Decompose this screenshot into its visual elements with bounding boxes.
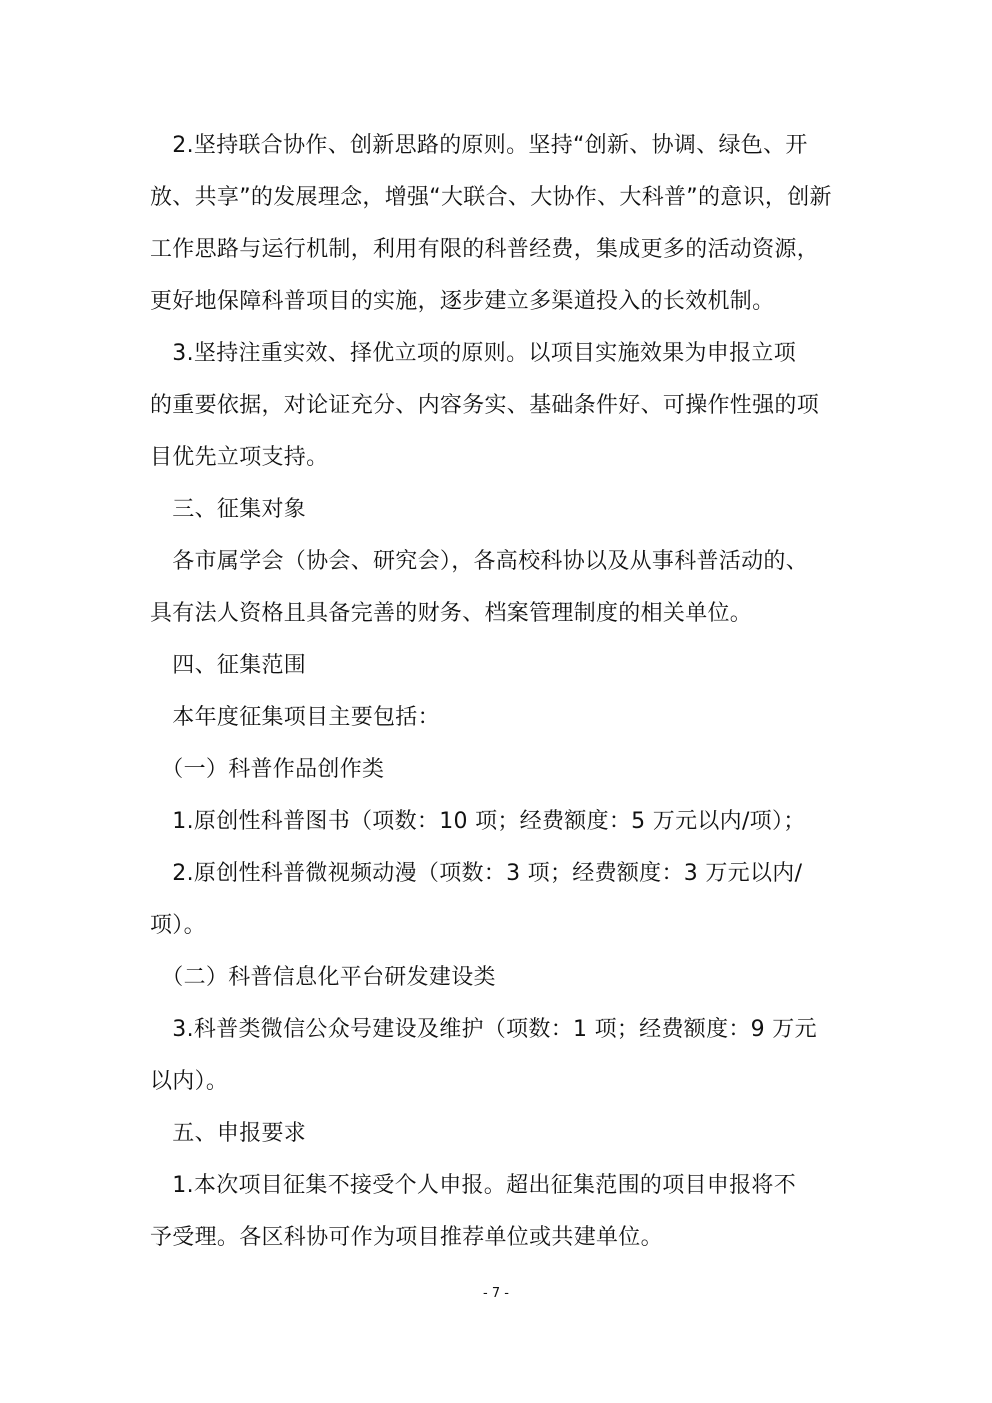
text-line: 更好地保障科普项目的实施，逐步建立多渠道投入的长效机制。	[150, 289, 775, 314]
section-heading: 五、申报要求	[150, 1121, 307, 1146]
subsection-heading: （二）科普信息化平台研发建设类	[150, 965, 496, 990]
text-line: 放、共享”的发展理念，增强“大联合、大协作、大科普”的意识，创新	[150, 185, 832, 210]
text-line: 的重要依据，对论证充分、内容务实、基础条件好、可操作性强的项	[150, 393, 820, 418]
text-line: 予受理。各区科协可作为项目推荐单位或共建单位。	[150, 1225, 663, 1250]
text-line: 各市属学会（协会、研究会），各高校科协以及从事科普活动的、	[150, 549, 809, 574]
text-line: 3.坚持注重实效、择优立项的原则。以项目实施效果为申报立项	[150, 341, 796, 366]
text-line: 工作思路与运行机制，利用有限的科普经费，集成更多的活动资源，	[150, 237, 820, 262]
text-line: 以内）。	[150, 1069, 229, 1094]
list-item: 1.本次项目征集不接受个人申报。超出征集范围的项目申报将不	[150, 1173, 796, 1198]
text-line: 项）。	[150, 913, 206, 938]
text-line: 具有法人资格且具备完善的财务、档案管理制度的相关单位。	[150, 601, 753, 626]
list-item: 3.科普类微信公众号建设及维护（项数：1 项；经费额度：9 万元	[150, 1017, 817, 1042]
list-item: 1.原创性科普图书（项数：10 项；经费额度：5 万元以内/项）；	[150, 809, 806, 834]
list-item: 2.原创性科普微视频动漫（项数：3 项；经费额度：3 万元以内/	[150, 861, 803, 886]
section-heading: 四、征集范围	[150, 653, 307, 678]
text-line: 本年度征集项目主要包括：	[150, 705, 440, 730]
section-heading: 三、征集对象	[150, 497, 307, 522]
subsection-heading: （一）科普作品创作类	[150, 757, 385, 782]
text-line: 目优先立项支持。	[150, 445, 329, 470]
text-line: 2.坚持联合协作、创新思路的原则。坚持“创新、协调、绿色、开	[150, 133, 808, 158]
page-number: - 7 -	[483, 1286, 509, 1301]
